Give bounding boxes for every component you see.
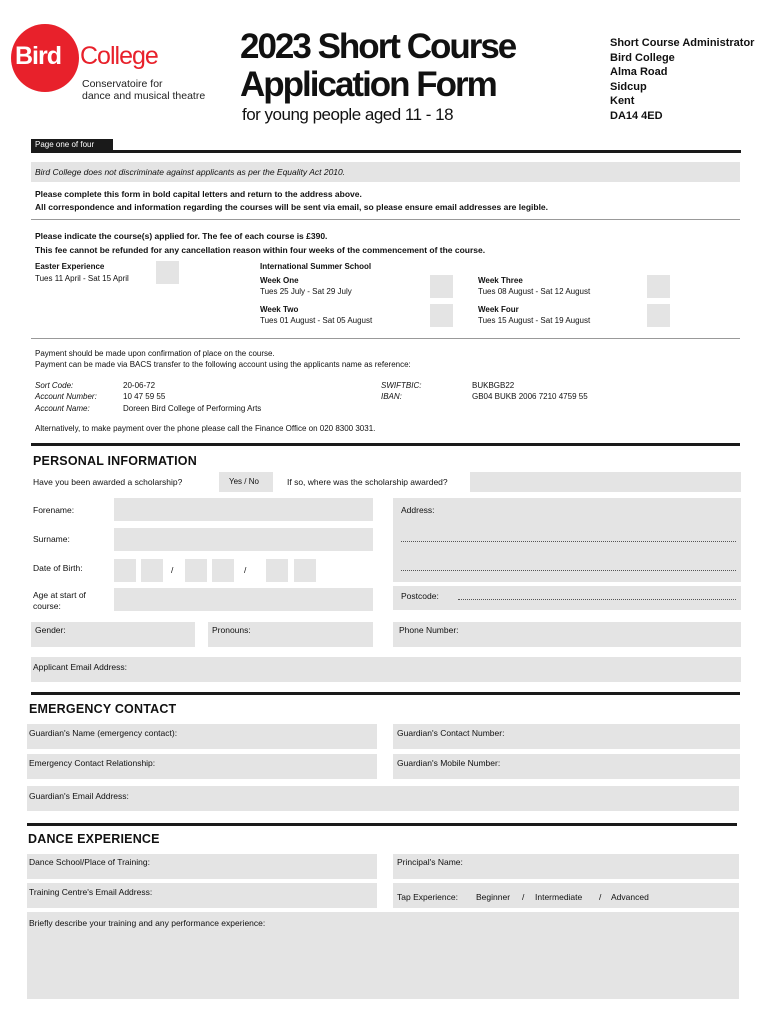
iban-value: GB04 BUKB 2006 7210 4759 55	[472, 392, 588, 401]
dob-slash-1: /	[171, 565, 174, 575]
tap-advanced-option[interactable]: Advanced	[611, 892, 649, 902]
swift-value: BUKBGB22	[472, 381, 515, 390]
surname-label: Surname:	[33, 534, 70, 544]
tap-sep: /	[522, 892, 525, 902]
age-label-2: course:	[33, 601, 61, 611]
dance-section-title: DANCE EXPERIENCE	[28, 832, 160, 846]
sort-code-label: Sort Code:	[35, 381, 74, 390]
week-four-title: Week Four	[478, 305, 519, 314]
page-title	[240, 28, 515, 104]
yes-no-text: Yes / No	[229, 477, 259, 486]
payment-line-1: Payment should be made upon confirmation of place on the course.	[35, 349, 275, 358]
week-four-checkbox[interactable]	[647, 304, 670, 327]
iban-label: IBAN:	[381, 392, 402, 401]
address-line-1	[401, 541, 736, 542]
phone-payment-line: Alternatively, to make payment over the phone please call the Finance Office on 020 8300 3031.	[35, 424, 376, 433]
guardian-email-label: Guardian's Email Address:	[29, 791, 129, 801]
dob-year-2[interactable]	[294, 559, 316, 582]
dob-month-1[interactable]	[185, 559, 207, 582]
instructions-1: Please complete this form in bold capital letters and return to the address above.	[35, 189, 362, 199]
fee-line-1: Please indicate the course(s) applied for. The fee of each course is £390.	[35, 231, 328, 241]
forename-input[interactable]	[114, 498, 373, 521]
logo-tagline	[82, 78, 205, 102]
address-line: Alma Road	[610, 66, 668, 78]
logo-tagline-1: Conservatoire for	[82, 78, 163, 90]
section-rule	[31, 692, 740, 695]
postcode-label: Postcode:	[401, 591, 439, 601]
address-label: Address:	[401, 505, 435, 515]
applicant-email-input[interactable]	[31, 657, 741, 682]
scholarship-label: Have you been awarded a scholarship?	[33, 477, 183, 487]
dob-label: Date of Birth:	[33, 563, 83, 573]
instructions-2: All correspondence and information regarding the courses will be sent via email, so please ensure email addresses are legible.	[35, 202, 549, 212]
sort-code-value: 20-06-72	[123, 381, 156, 390]
logo-tagline-2: dance and musical theatre	[82, 90, 206, 102]
phone-label: Phone Number:	[399, 625, 459, 635]
tap-experience-label: Tap Experience:	[397, 892, 458, 902]
surname-input[interactable]	[114, 528, 373, 551]
scholarship-yes-no[interactable]	[219, 472, 273, 492]
centre-email-label: Training Centre's Email Address:	[29, 887, 153, 897]
title-line-1: 2023 Short Course	[240, 27, 516, 66]
relationship-label: Emergency Contact Relationship:	[29, 758, 156, 768]
equality-statement: Bird College does not discriminate against applicants as per the Equality Act 2010.	[35, 167, 346, 177]
title-line-2: Application Form	[240, 65, 496, 104]
applicant-email-label: Applicant Email Address:	[33, 662, 128, 672]
guardian-name-label: Guardian's Name (emergency contact):	[29, 728, 178, 738]
address-line: Bird College	[610, 51, 675, 64]
divider	[31, 219, 740, 220]
week-three-checkbox[interactable]	[647, 275, 670, 298]
account-number-value: 10 47 59 55	[123, 392, 166, 401]
dance-school-label: Dance School/Place of Training:	[29, 857, 150, 867]
easter-checkbox[interactable]	[156, 261, 179, 284]
week-one-title: Week One	[260, 276, 299, 285]
address-line: Kent	[610, 95, 635, 107]
emergency-section-title: EMERGENCY CONTACT	[29, 702, 177, 716]
principal-label: Principal's Name:	[397, 857, 463, 867]
page-tab: Page one of four	[31, 139, 113, 151]
week-one-dates: Tues 25 July - Sat 29 July	[260, 287, 352, 296]
dob-year-1[interactable]	[266, 559, 288, 582]
guardian-mobile-label: Guardian's Mobile Number:	[397, 758, 501, 768]
divider	[31, 338, 740, 339]
age-input[interactable]	[114, 588, 373, 611]
payment-line-2: Payment can be made via BACS transfer to the following account using the applicants name as reference:	[35, 360, 411, 369]
tap-beginner-option[interactable]: Beginner	[476, 892, 511, 902]
tap-intermediate-option[interactable]: Intermediate	[535, 892, 583, 902]
week-three-title: Week Three	[478, 276, 523, 285]
training-description-label: Briefly describe your training and any performance experience:	[29, 918, 266, 928]
week-two-checkbox[interactable]	[430, 304, 453, 327]
section-rule	[27, 823, 737, 826]
easter-dates: Tues 11 April - Sat 15 April	[35, 274, 129, 283]
scholarship-where-label: If so, where was the scholarship awarded?	[287, 477, 448, 487]
easter-title: Easter Experience	[35, 262, 105, 271]
account-name-value: Doreen Bird College of Performing Arts	[123, 404, 262, 413]
dob-slash-2: /	[244, 565, 247, 575]
iss-title: International Summer School	[260, 262, 372, 271]
gender-label: Gender:	[35, 625, 66, 635]
age-label-1: Age at start of	[33, 590, 86, 600]
postcode-input[interactable]	[393, 586, 741, 610]
fee-line-2: This fee cannot be refunded for any cancellation reason within four weeks of the commencement of the course.	[35, 245, 486, 255]
postcode-line	[458, 599, 736, 600]
week-two-dates: Tues 01 August - Sat 05 August	[260, 316, 373, 325]
dob-month-2[interactable]	[212, 559, 234, 582]
week-two-title: Week Two	[260, 305, 299, 314]
logo-college: College	[80, 42, 158, 70]
swift-label: SWIFTBIC:	[381, 381, 422, 390]
guardian-contact-label: Guardian's Contact Number:	[397, 728, 505, 738]
logo-bird: Bird	[15, 42, 61, 70]
pronouns-label: Pronouns:	[212, 625, 251, 635]
personal-section-title: PERSONAL INFORMATION	[33, 454, 197, 468]
section-rule	[31, 443, 740, 446]
week-four-dates: Tues 15 August - Sat 19 August	[478, 316, 591, 325]
dob-day-1[interactable]	[114, 559, 136, 582]
address-line: Sidcup	[610, 80, 647, 93]
address-line-2	[401, 570, 736, 571]
forename-label: Forename:	[33, 505, 75, 515]
return-address	[610, 36, 754, 123]
account-number-label: Account Number:	[35, 392, 97, 401]
week-one-checkbox[interactable]	[430, 275, 453, 298]
page-subtitle: for young people aged 11 - 18	[242, 105, 454, 124]
week-three-dates: Tues 08 August - Sat 12 August	[478, 287, 591, 296]
header-rule	[31, 150, 741, 153]
dob-day-2[interactable]	[141, 559, 163, 582]
scholarship-where-input[interactable]	[470, 472, 741, 492]
guardian-email-input[interactable]	[27, 786, 739, 811]
address-line: DA14 4ED	[610, 109, 663, 122]
account-name-label: Account Name:	[35, 404, 90, 413]
tap-sep: /	[599, 892, 602, 902]
address-line: Short Course Administrator	[610, 37, 755, 49]
